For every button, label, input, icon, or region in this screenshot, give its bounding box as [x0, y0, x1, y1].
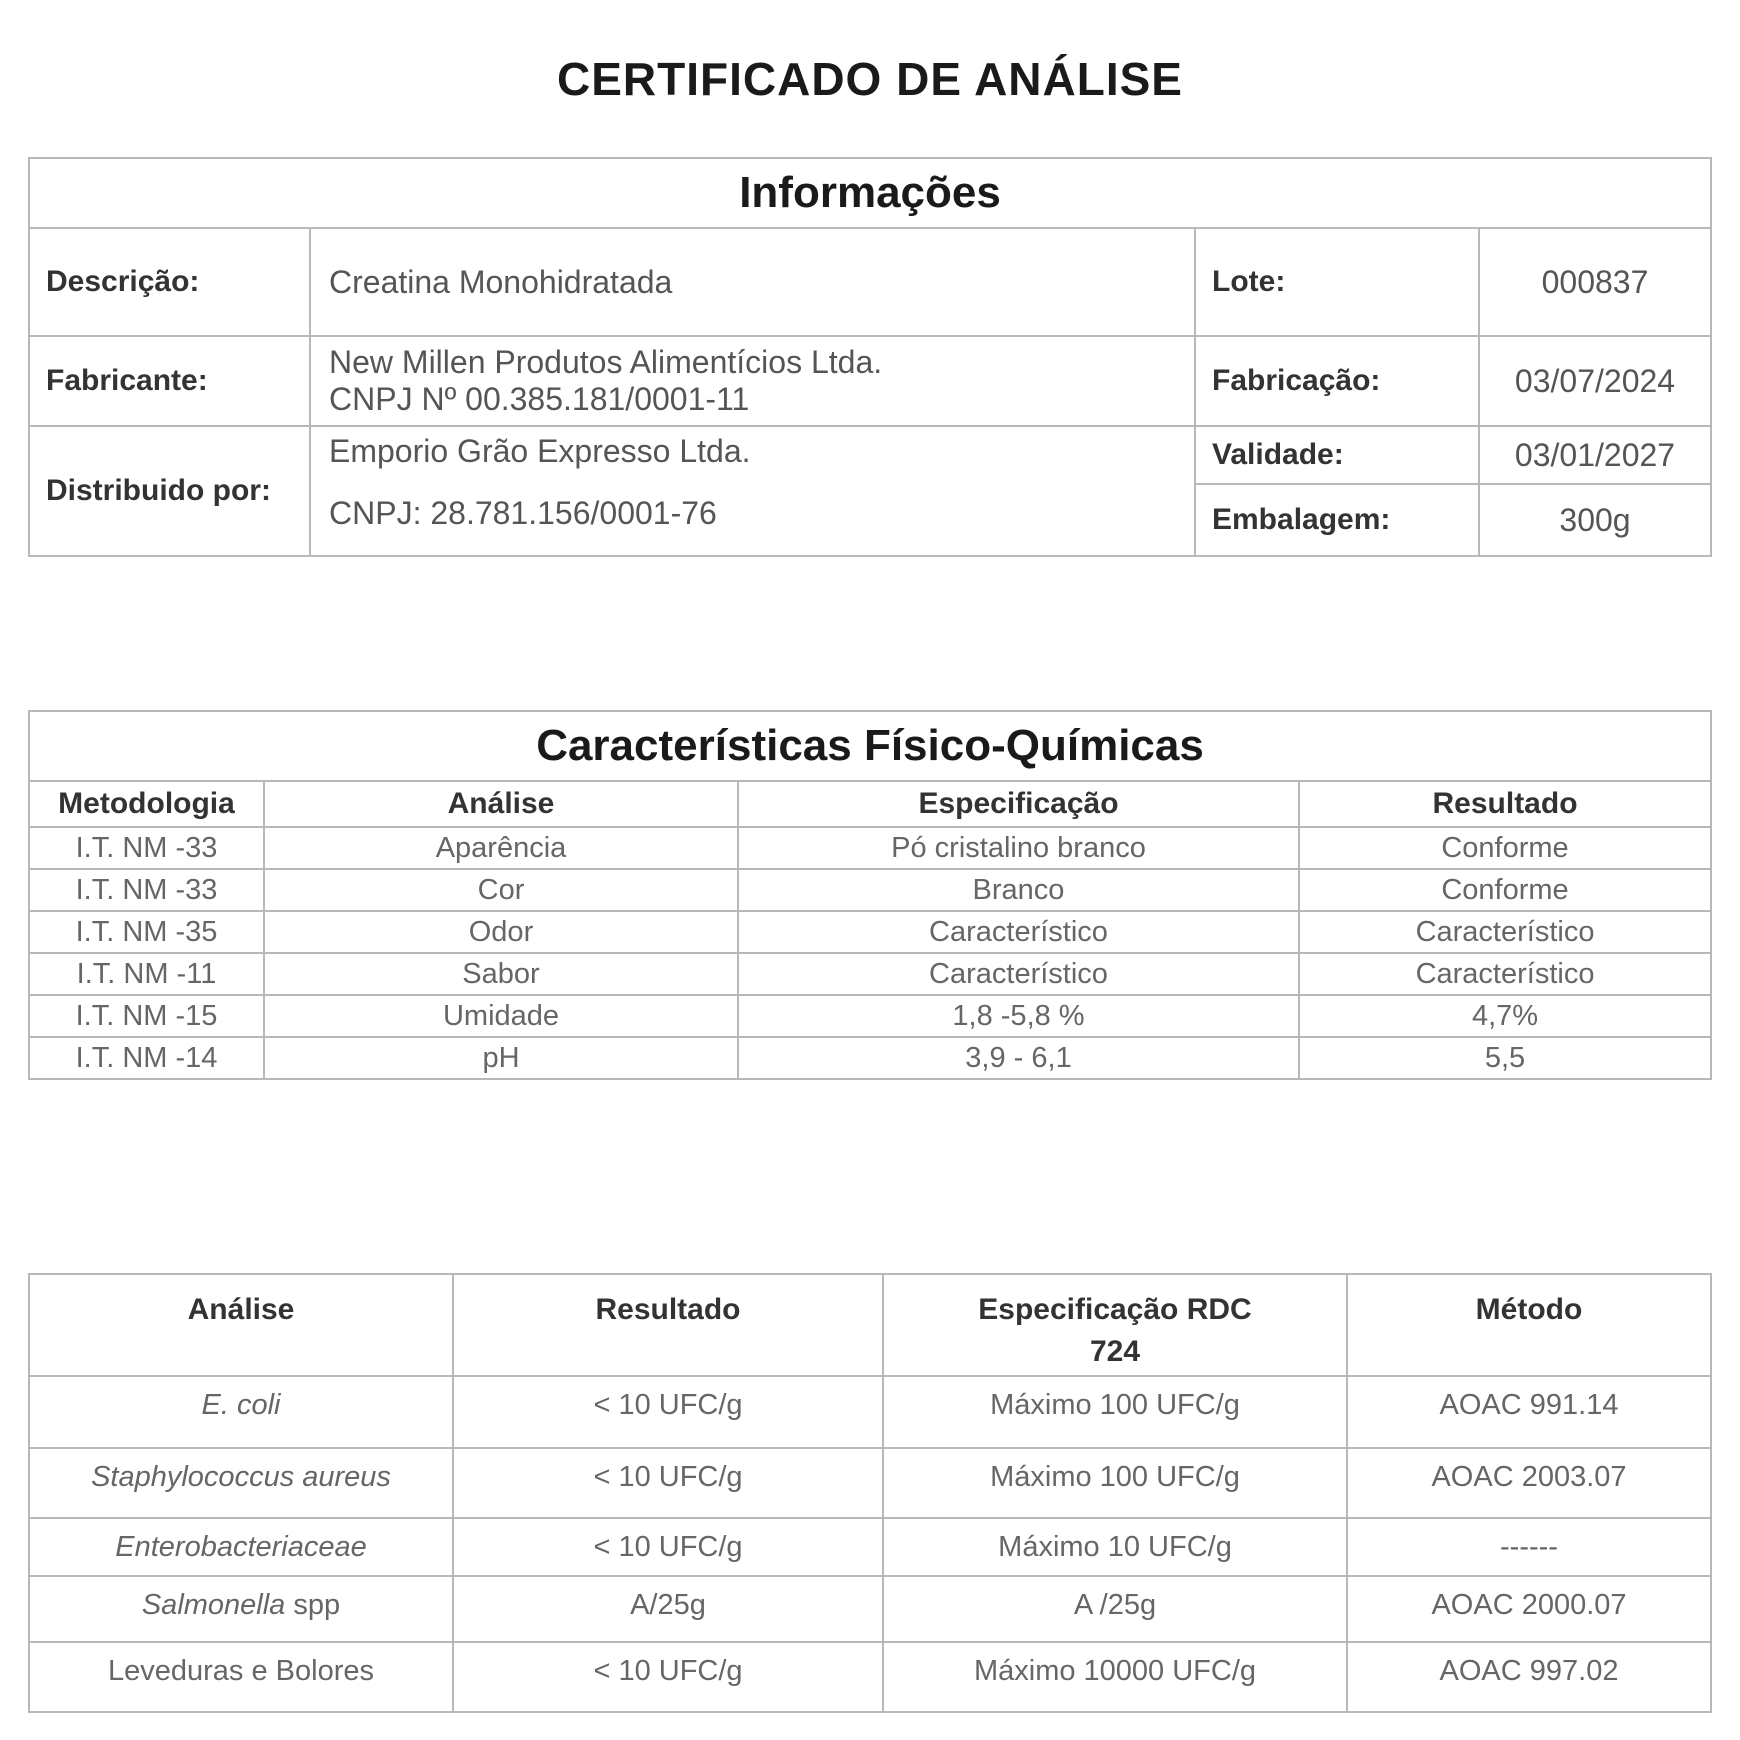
table-cell: Máximo 100 UFC/g — [883, 1448, 1347, 1518]
embalagem-label: Embalagem: — [1195, 484, 1479, 556]
table-cell: 4,7% — [1299, 995, 1711, 1037]
descricao-value: Creatina Monohidratada — [310, 228, 1195, 336]
table-row — [29, 995, 1711, 1037]
table-cell: 5,5 — [1299, 1037, 1711, 1079]
column-header — [883, 1274, 1347, 1376]
fabricacao-label: Fabricação: — [1195, 336, 1479, 426]
table-cell: < 10 UFC/g — [453, 1448, 883, 1518]
fisico-quimicas-table — [28, 710, 1712, 1080]
table-cell: AOAC 2003.07 — [1347, 1448, 1711, 1518]
fabricacao-value: 03/07/2024 — [1479, 336, 1711, 426]
table-cell: Aparência — [264, 827, 738, 869]
table-cell: Máximo 10000 UFC/g — [883, 1642, 1347, 1712]
table-cell: Máximo 10 UFC/g — [883, 1518, 1347, 1576]
table-cell: ------ — [1347, 1518, 1711, 1576]
fabricante-name: New Millen Produtos Alimentícios Ltda. — [329, 344, 883, 380]
table-cell: I.T. NM -14 — [29, 1037, 264, 1079]
table-cell: I.T. NM -33 — [29, 869, 264, 911]
table-row — [29, 1376, 1711, 1448]
descricao-label: Descrição: — [29, 228, 310, 336]
table-cell — [29, 1576, 453, 1642]
validade-label: Validade: — [1195, 426, 1479, 484]
table-cell: < 10 UFC/g — [453, 1642, 883, 1712]
table-cell: AOAC 991.14 — [1347, 1376, 1711, 1448]
table-cell: Leveduras e Bolores — [29, 1642, 453, 1712]
table-cell: Conforme — [1299, 869, 1711, 911]
table-cell: I.T. NM -35 — [29, 911, 264, 953]
table-cell: Branco — [738, 869, 1299, 911]
distribuido-label: Distribuido por: — [29, 426, 310, 556]
table-cell: A/25g — [453, 1576, 883, 1642]
microbiologicas-table — [28, 1273, 1712, 1713]
table-cell: I.T. NM -15 — [29, 995, 264, 1037]
table-row — [29, 1576, 1711, 1642]
table-row — [29, 827, 1711, 869]
organism-name: Salmonella — [141, 1589, 286, 1621]
table-row — [29, 869, 1711, 911]
table-cell: < 10 UFC/g — [453, 1376, 883, 1448]
table-cell: Enterobacteriaceae — [29, 1518, 453, 1576]
table-cell: Conforme — [1299, 827, 1711, 869]
column-header: Método — [1347, 1274, 1711, 1376]
column-header-line: Especificação RDC — [978, 1293, 1252, 1326]
table-cell: I.T. NM -11 — [29, 953, 264, 995]
table-cell: Umidade — [264, 995, 738, 1037]
page-title: CERTIFICADO DE ANÁLISE — [557, 53, 1183, 105]
table-cell: Cor — [264, 869, 738, 911]
table-cell: Característico — [738, 911, 1299, 953]
table-cell: Staphylococcus aureus — [29, 1448, 453, 1518]
table-cell: AOAC 2000.07 — [1347, 1576, 1711, 1642]
table-cell: A /25g — [883, 1576, 1347, 1642]
table-cell: E. coli — [29, 1376, 453, 1448]
table-cell: Pó cristalino branco — [738, 827, 1299, 869]
column-header: Análise — [29, 1274, 453, 1376]
info-heading: Informações — [29, 158, 1711, 228]
table-row — [29, 953, 1711, 995]
column-header: Análise — [264, 781, 738, 827]
table-cell: Característico — [1299, 953, 1711, 995]
organism-suffix: spp — [293, 1589, 341, 1621]
column-header: Metodologia — [29, 781, 264, 827]
fisico-quimicas-heading: Características Físico-Químicas — [29, 711, 1711, 781]
table-cell: 3,9 - 6,1 — [738, 1037, 1299, 1079]
embalagem-value: 300g — [1479, 484, 1711, 556]
table-cell: Máximo 100 UFC/g — [883, 1376, 1347, 1448]
fabricante-cnpj: CNPJ Nº 00.385.181/0001-11 — [329, 381, 750, 417]
distribuido-cnpj: CNPJ: 28.781.156/0001-76 — [329, 495, 717, 531]
table-row — [29, 1448, 1711, 1518]
table-row — [29, 1518, 1711, 1576]
column-header-line: 724 — [1089, 1335, 1141, 1368]
column-header: Resultado — [1299, 781, 1711, 827]
table-row — [29, 911, 1711, 953]
table-cell: pH — [264, 1037, 738, 1079]
distribuido-name: Emporio Grão Expresso Ltda. — [329, 433, 751, 469]
validade-value: 03/01/2027 — [1479, 426, 1711, 484]
table-row — [29, 1037, 1711, 1079]
table-row — [29, 1642, 1711, 1712]
lote-label: Lote: — [1195, 228, 1479, 336]
info-table — [28, 157, 1712, 557]
table-cell: Odor — [264, 911, 738, 953]
fabricante-value — [310, 336, 1195, 426]
distribuido-value — [310, 426, 1195, 556]
column-header: Resultado — [453, 1274, 883, 1376]
table-cell: 1,8 -5,8 % — [738, 995, 1299, 1037]
table-cell: I.T. NM -33 — [29, 827, 264, 869]
column-header: Especificação — [738, 781, 1299, 827]
table-cell: < 10 UFC/g — [453, 1518, 883, 1576]
table-cell: Característico — [1299, 911, 1711, 953]
lote-value: 000837 — [1479, 228, 1711, 336]
table-cell: AOAC 997.02 — [1347, 1642, 1711, 1712]
table-cell: Sabor — [264, 953, 738, 995]
fabricante-label: Fabricante: — [29, 336, 310, 426]
table-cell: Característico — [738, 953, 1299, 995]
